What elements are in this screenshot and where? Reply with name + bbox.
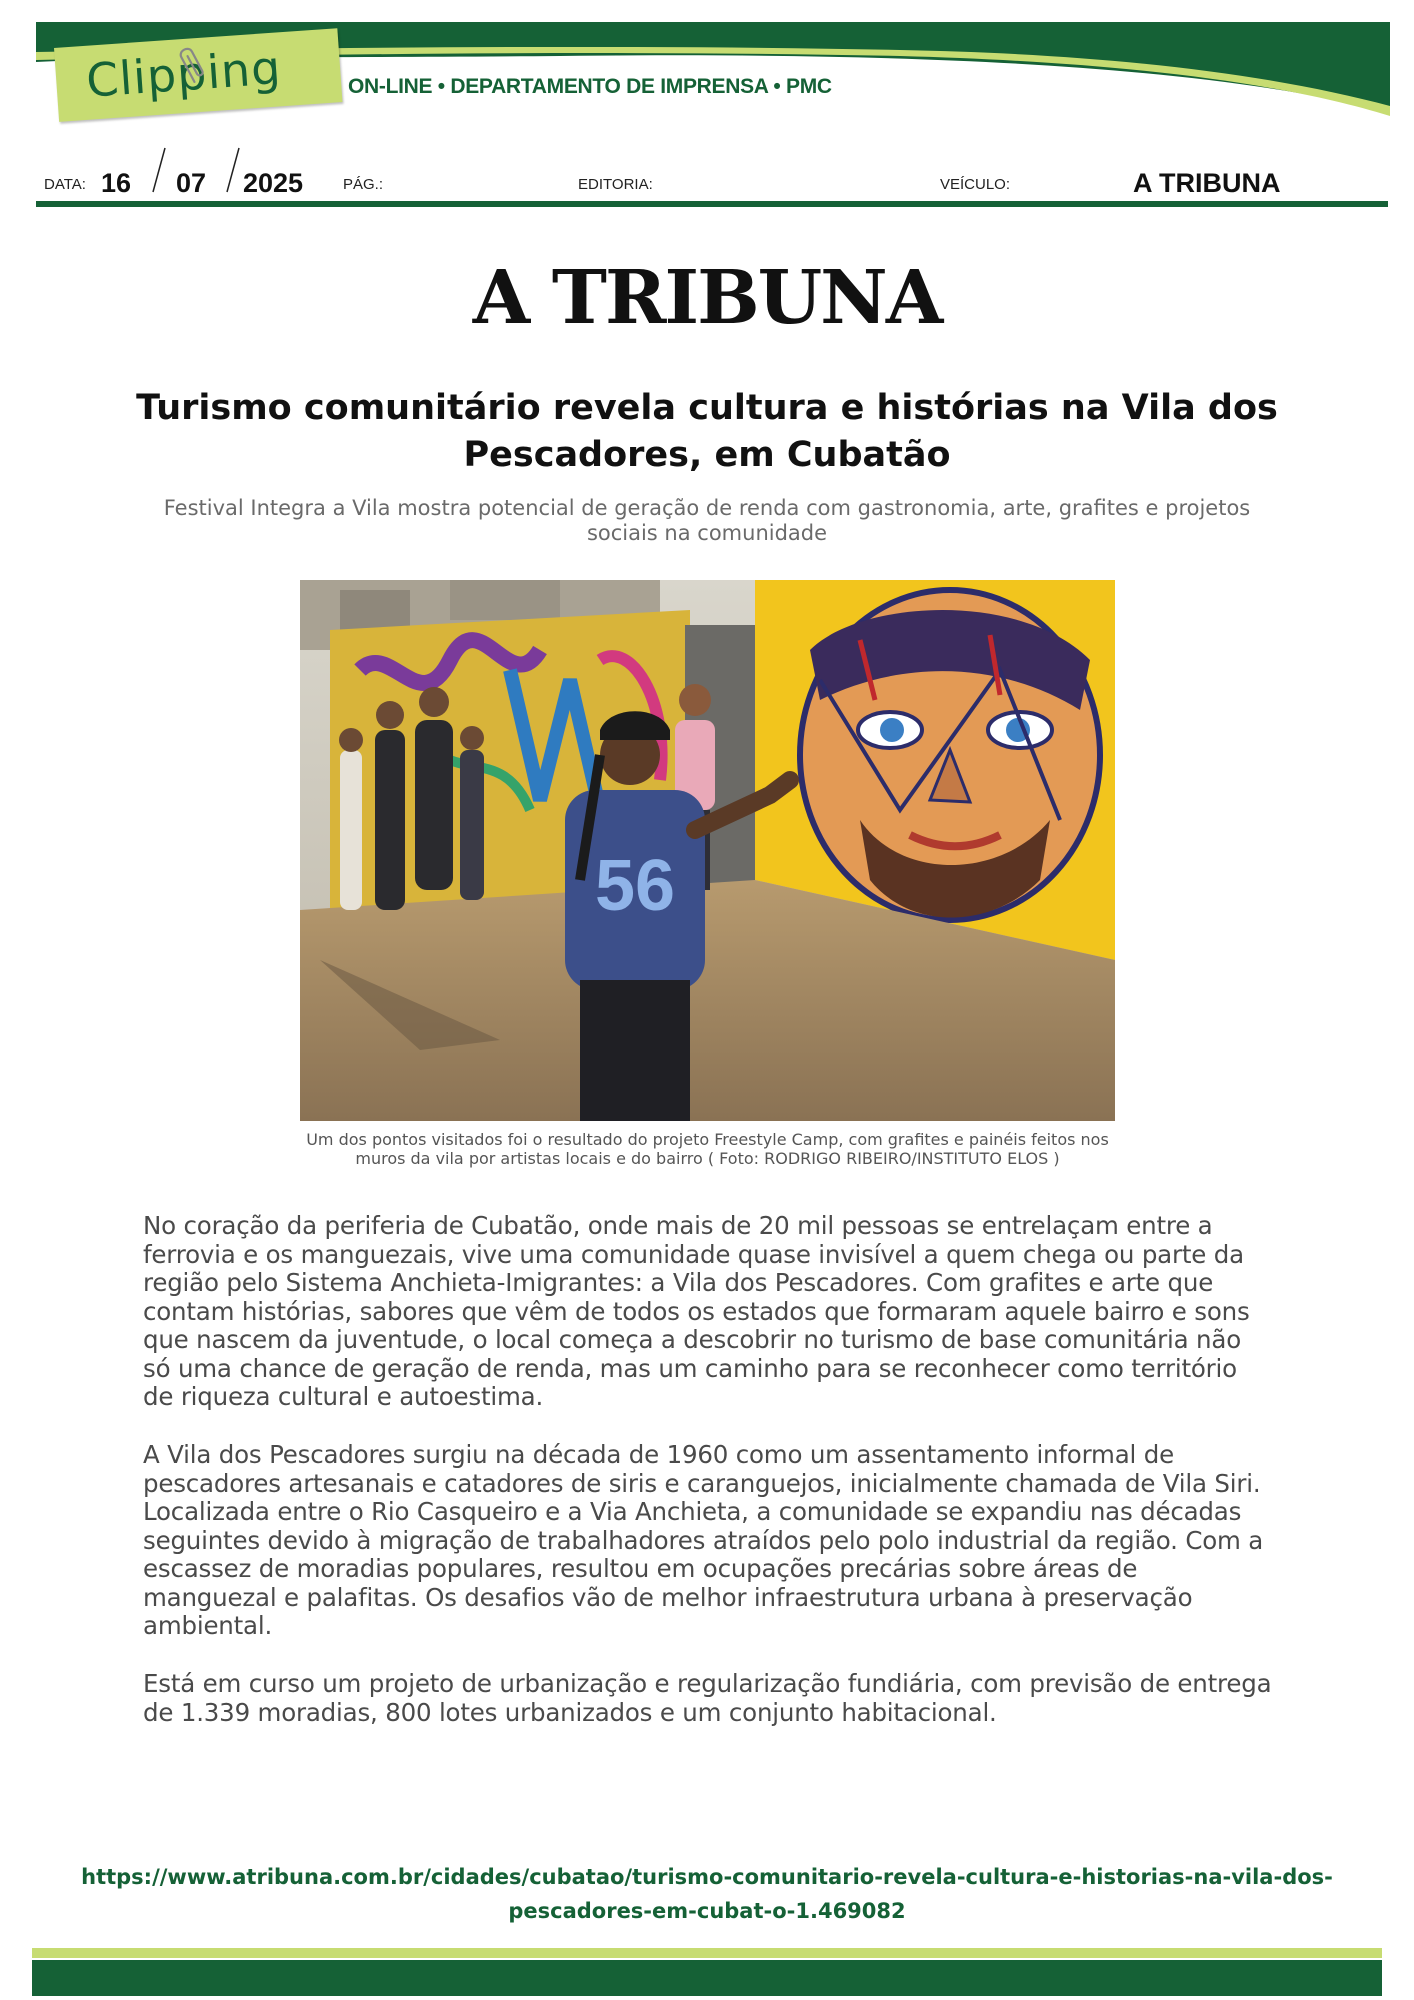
date-day: 16	[101, 168, 132, 198]
svg-text:56: 56	[595, 846, 676, 926]
article-subtitle: Festival Integra a Vila mostra potencial de geração de renda com gastronomia, arte, grafites e projetos sociais na comunidade	[163, 496, 1251, 545]
editoria-label: EDITORIA:	[578, 176, 653, 193]
article-paragraph: Está em curso um projeto de urbanização e regularização fundiária, com previsão de entrega de 1.339 moradias, 800 lotes urbanizados e um conjunto habitacional.	[143, 1669, 1272, 1727]
clipping-logo-text: Clipping	[84, 40, 283, 108]
article-headline: Turismo comunitário revela cultura e histórias na Vila dos Pescadores, em Cubatão	[136, 388, 1278, 475]
article-paragraph: A Vila dos Pescadores surgiu na década de 1960 como um assentamento informal de pescadores artesanais e catadores de siris e caranguejos, inicialmente chamada de Vila Siri. Localizada entre o Rio Casqueiro e a Via Anchieta, a comunidade se expandiu nas décadas seguintes devido à migração de trabalhadores atraídos pelo polo industrial da região. Com a escassez de moradias populares, resultou em ocupações precárias sobre áreas de manguezal e palafitas. Os desafios vão de melhor infraestrutura urbana à preservação ambiental.	[143, 1440, 1264, 1640]
info-divider	[36, 201, 1388, 207]
page-label: PÁG.:	[343, 176, 384, 193]
article-photo	[300, 580, 1115, 1121]
newspaper-masthead: A TRIBUNA	[472, 255, 942, 341]
graffiti-photo-illustration	[300, 580, 1115, 1121]
photo-caption: Um dos pontos visitados foi o resultado do projeto Freestyle Camp, com grafites e painéis feitos nos muros da vila por artistas locais e do bairro ( Foto: RODRIGO RIBEIRO/INSTITUTO ELOS )	[306, 1130, 1109, 1168]
veiculo-value: A TRIBUNA	[1133, 168, 1281, 198]
paperclip-icon	[178, 40, 212, 86]
date-year: 2025	[243, 168, 304, 198]
date-separator-1	[150, 146, 170, 196]
footer-band-dark	[32, 1960, 1382, 1996]
date-label: DATA:	[44, 176, 86, 193]
source-url-link[interactable]: https://www.atribuna.com.br/cidades/cubatao/turismo-comunitario-revela-cultura-e-historias-na-vila-dos-pescadores-em-cubat-o-1.469082	[81, 1865, 1333, 1923]
date-separator-2	[224, 146, 244, 196]
article-paragraph: No coração da periferia de Cubatão, onde mais de 20 mil pessoas se entrelaçam entre a ferrovia e os manguezais, vive uma comunidade quase invisível a quem chega ou parte da região pelo Sistema Anchieta-Imigrantes: a Vila dos Pescadores. Com grafites e arte que contam histórias, sabores que vêm de todos os estados que formaram aquele bairro e sons que nascem da juventude, o local começa a descobrir no turismo de base comunitária não só uma chance de geração de renda, mas um caminho para se reconhecer como território de riqueza cultural e autoestima.	[143, 1211, 1250, 1411]
footer-band-light	[32, 1948, 1382, 1958]
veiculo-label: VEÍCULO:	[940, 176, 1011, 193]
date-month: 07	[176, 168, 207, 198]
department-line: ON-LINE • DEPARTAMENTO DE IMPRENSA • PMC	[348, 75, 832, 98]
